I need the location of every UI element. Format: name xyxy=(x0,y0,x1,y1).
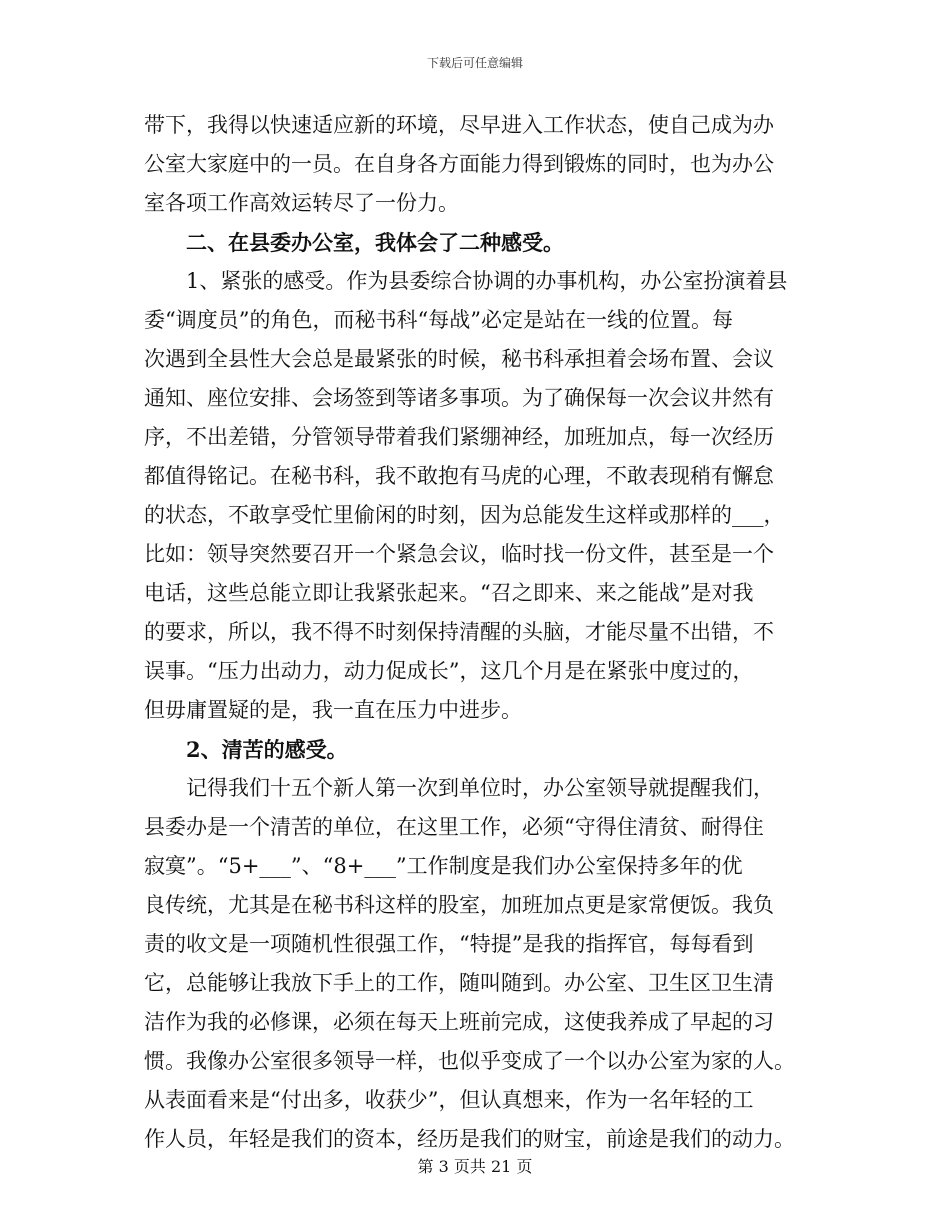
paragraph-line: 都值得铭记。在秘书科，我不敢抱有马虎的心理，不敢表现稍有懈怠 xyxy=(144,464,774,488)
paragraph-line: 它，总能够让我放下手上的工作，随叫随到。办公室、卫生区卫生清 xyxy=(144,971,774,995)
paragraph-line: 记得我们十五个新人第一次到单位时，办公室领导就提醒我们， xyxy=(186,776,774,800)
paragraph-line: 作人员，年轻是我们的资本，经历是我们的财宝，前途是我们的动力。 xyxy=(144,1127,795,1151)
paragraph-line: 带下，我得以快速适应新的环境，尽早进入工作状态，使自己成为办 xyxy=(144,113,774,137)
paragraph-line: 的要求，所以，我不得不时刻保持清醒的头脑，才能尽量不出错，不 xyxy=(144,620,774,644)
paragraph-line: 寂寞”。“5+___”、“8+___”工作制度是我们办公室保持多年的优 xyxy=(144,854,743,878)
paragraph-line: 的状态，不敢享受忙里偷闲的时刻，因为总能发生这样或那样的___， xyxy=(144,503,785,527)
document-body xyxy=(144,106,810,1159)
paragraph-line: 公室大家庭中的一员。在自身各方面能力得到锻炼的同时，也为办公 xyxy=(144,152,774,176)
paragraph-line: 惯。我像办公室很多领导一样，也似乎变成了一个以办公室为家的人。 xyxy=(144,1049,795,1073)
paragraph-line: 委“调度员”的角色，而秘书科“每战”必定是站在一线的位置。每 xyxy=(144,308,733,332)
section-heading-line: 二、在县委办公室，我体会了二种感受。 xyxy=(186,230,564,255)
paragraph-line: 室各项工作高效运转尽了一份力。 xyxy=(144,191,459,215)
paragraph-line: 良传统，尤其是在秘书科这样的股室，加班加点更是家常便饭。我负 xyxy=(144,893,774,917)
page-number: 第 3 页共 21 页 xyxy=(417,1157,533,1176)
paragraph-line: 但毋庸置疑的是，我一直在压力中进步。 xyxy=(144,698,522,722)
paragraph-line: 比如：领导突然要召开一个紧急会议，临时找一份文件，甚至是一个 xyxy=(144,542,774,566)
page-header-note: 下载后可任意编辑 xyxy=(426,56,523,70)
section-heading-line: 2、清苦的感受。 xyxy=(186,737,348,762)
paragraph-line: 电话，这些总能立即让我紧张起来。“召之即来、来之能战”是对我 xyxy=(144,581,754,605)
paragraph-line: 从表面看来是“付出多，收获少”，但认真想来，作为一名年轻的工 xyxy=(144,1088,754,1112)
paragraph-line: 通知、座位安排、会场签到等诸多事项。为了确保每一次会议井然有 xyxy=(144,386,774,410)
paragraph-line: 误事。“压力出动力，动力促成长”，这几个月是在紧张中度过的， xyxy=(144,659,754,683)
paragraph-line: 县委办是一个清苦的单位，在这里工作，必须“守得住清贫、耐得住 xyxy=(144,815,764,839)
paragraph-line: 次遇到全县性大会总是最紧张的时候，秘书科承担着会场布置、会议 xyxy=(144,347,774,371)
paragraph-line: 洁作为我的必修课，必须在每天上班前完成，这使我养成了早起的习 xyxy=(144,1010,774,1034)
paragraph-line: 序，不出差错，分管领导带着我们紧绷神经，加班加点，每一次经历 xyxy=(144,425,774,449)
paragraph-line: 1、紧张的感受。作为县委综合协调的办事机构，办公室扮演着县 xyxy=(186,269,788,293)
paragraph-line: 责的收文是一项随机性很强工作，“特提”是我的指挥官，每每看到 xyxy=(144,932,754,956)
